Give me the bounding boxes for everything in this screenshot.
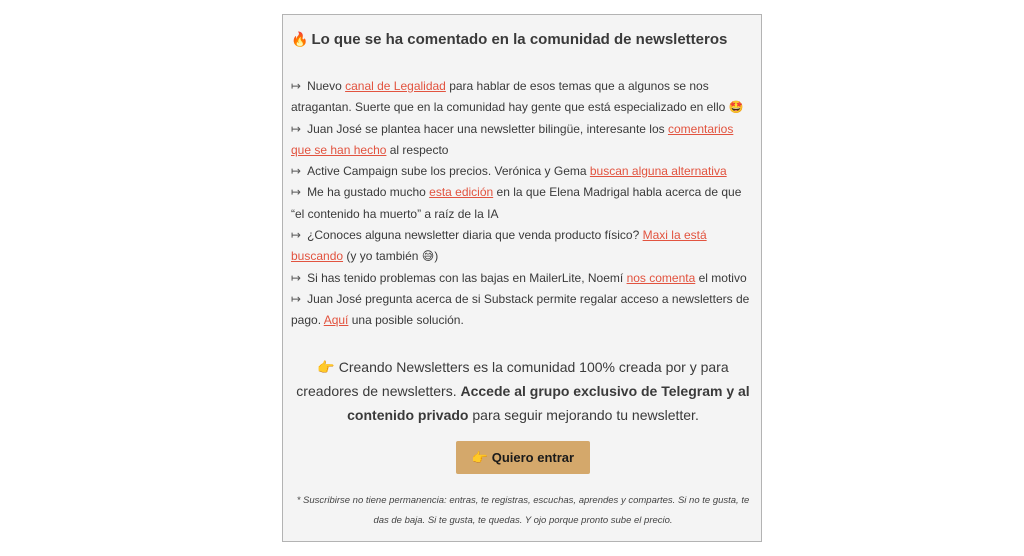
list-item bbox=[291, 225, 753, 268]
item-link[interactable]: Maxi la está buscando bbox=[291, 228, 707, 264]
community-items-list bbox=[291, 76, 753, 332]
item-text: una posible solución. bbox=[348, 313, 464, 328]
item-link[interactable]: buscan alguna alternativa bbox=[589, 164, 727, 179]
grinning-sweat-icon: 😅 bbox=[421, 249, 435, 264]
item-text: (y yo también bbox=[343, 249, 422, 264]
list-item bbox=[291, 268, 753, 289]
item-text: Nuevo bbox=[307, 79, 346, 93]
arrow-bullet-icon: ↦ bbox=[291, 185, 302, 200]
item-text: Active Campaign sube los precios. Verónica y Gema bbox=[307, 164, 590, 179]
join-button[interactable] bbox=[456, 441, 590, 474]
item-text: para hablar de esos temas que a algunos se nos atragantan. Suerte que en la comunidad hay gente que está especializado en ello bbox=[291, 79, 729, 115]
item-text: ) bbox=[434, 249, 439, 264]
promo-text: Creando Newsletters es la comunidad 100% creada por y para creadores de newsletters. bbox=[296, 359, 729, 399]
pointing-hand-icon: 👉 bbox=[317, 359, 335, 375]
arrow-bullet-icon: ↦ bbox=[291, 270, 302, 285]
join-button-label: Quiero entrar bbox=[491, 450, 575, 465]
arrow-bullet-icon: ↦ bbox=[291, 291, 302, 306]
arrow-bullet-icon: ↦ bbox=[291, 228, 302, 243]
fire-icon: 🔥 bbox=[291, 31, 309, 47]
item-link[interactable]: comentarios que se han hecho bbox=[291, 121, 734, 157]
arrow-bullet-icon: ↦ bbox=[291, 164, 302, 179]
list-item bbox=[291, 76, 753, 119]
item-link[interactable]: canal de Legalidad bbox=[345, 79, 446, 93]
section-heading-text: Lo que se ha comentado en la comunidad de newsletteros bbox=[311, 31, 728, 48]
item-text: Juan José pregunta acerca de si Substack permite regalar acceso a newsletters de pago. bbox=[291, 291, 750, 328]
arrow-bullet-icon: ↦ bbox=[291, 79, 302, 93]
item-text: en la que Elena Madrigal habla acerca de que “el contenido ha muerto” a raíz de la IA bbox=[291, 185, 742, 221]
newsletter-card bbox=[282, 14, 762, 542]
list-item bbox=[291, 161, 753, 182]
item-text: Si has tenido problemas con las bajas en MailerLite, Noemí bbox=[307, 270, 627, 285]
list-item bbox=[291, 182, 753, 225]
promo-text-end: para seguir mejorando tu newsletter. bbox=[468, 407, 699, 423]
disclaimer-note: * Suscribirse no tiene permanencia: entras, te registras, escuchas, aprendes y compartes. Si no te gusta, te das de baja. Si te gusta, te quedas. Y ojo porque pronto sube el precio. bbox=[296, 495, 750, 526]
list-item bbox=[291, 289, 753, 332]
promo-highlight: Accede al grupo exclusivo de Telegram y al contenido privado bbox=[347, 383, 750, 423]
item-text: al respecto bbox=[386, 142, 449, 157]
item-text: Me ha gustado mucho bbox=[307, 185, 430, 200]
star-struck-icon: 🤩 bbox=[728, 100, 744, 115]
community-promo bbox=[289, 355, 757, 427]
arrow-bullet-icon: ↦ bbox=[291, 121, 302, 136]
item-link[interactable]: esta edición bbox=[429, 185, 494, 200]
section-heading bbox=[291, 31, 727, 48]
item-link[interactable]: Aquí bbox=[323, 313, 349, 328]
pointing-hand-icon: 👉 bbox=[471, 450, 489, 465]
item-text: ¿Conoces alguna newsletter diaria que venda producto físico? bbox=[307, 228, 643, 243]
item-text: el motivo bbox=[695, 270, 747, 285]
list-item bbox=[291, 119, 753, 162]
item-link[interactable]: nos comenta bbox=[626, 270, 696, 285]
item-text: Juan José se plantea hacer una newsletter bilingüe, interesante los bbox=[307, 121, 668, 136]
